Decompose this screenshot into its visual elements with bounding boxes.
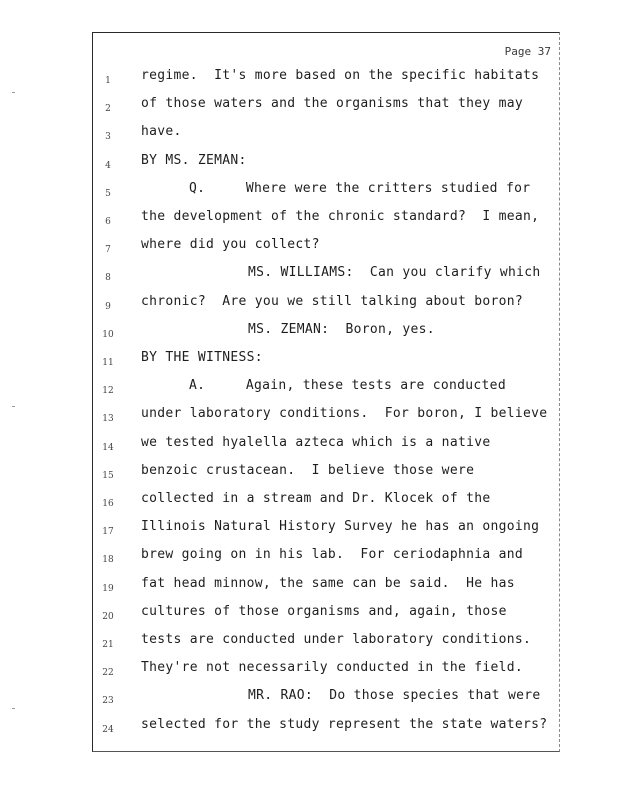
- line-number: 4: [105, 160, 111, 171]
- line-number: 23: [102, 696, 114, 707]
- line-number: 15: [102, 470, 114, 481]
- transcript-line: Q. Where were the critters studied for: [189, 180, 531, 196]
- transcript-line: benzoic crustacean. I believe those were: [141, 462, 475, 478]
- line-number: 8: [105, 273, 111, 284]
- scan-mark: [12, 92, 15, 93]
- line-number: 13: [102, 414, 114, 425]
- line-number: 21: [102, 640, 114, 650]
- transcript-line: Illinois Natural History Survey he has an ongoing: [141, 519, 540, 535]
- line-number: 16: [102, 499, 114, 509]
- transcript-line: They're not necessarily conducted in the field.: [141, 660, 523, 676]
- line-number: 12: [102, 386, 114, 397]
- transcript-line: fat head minnow, the same can be said. He has: [141, 575, 515, 591]
- line-number: 2: [105, 104, 111, 115]
- page-number: Page 37: [504, 45, 551, 58]
- transcript-line: cultures of those organisms and, again, those: [141, 603, 507, 619]
- transcript-line: MS. ZEMAN: Boron, yes.: [248, 321, 435, 337]
- scan-mark: [12, 708, 15, 709]
- line-number: 19: [102, 583, 114, 594]
- line-number: 1: [105, 76, 111, 86]
- line-number: 20: [102, 611, 114, 622]
- transcript-line: the development of the chronic standard? I mean,: [141, 209, 540, 224]
- transcript-line: MR. RAO: Do those species that were: [248, 688, 541, 704]
- line-number: 9: [105, 301, 111, 312]
- transcript-line: chronic? Are you we still talking about boron?: [141, 293, 523, 309]
- transcript-line: A. Again, these tests are conducted: [189, 378, 506, 394]
- transcript-line: where did you collect?: [141, 237, 320, 253]
- transcript-line: BY MS. ZEMAN:: [141, 152, 247, 168]
- line-number: 22: [102, 668, 114, 679]
- line-number: 11: [102, 358, 114, 368]
- line-number: 24: [102, 724, 114, 735]
- line-number: 6: [105, 217, 111, 227]
- line-number: 7: [105, 245, 111, 256]
- line-number: 17: [102, 527, 114, 538]
- line-number: 18: [102, 555, 114, 566]
- transcript-line: have.: [141, 124, 182, 140]
- transcript-line: selected for the study represent the state waters?: [141, 716, 548, 732]
- transcript-line: regime. It's more based on the specific habitats: [141, 68, 540, 83]
- scan-mark: [12, 406, 15, 407]
- line-number: 10: [102, 329, 114, 340]
- transcript-line: tests are conducted under laboratory conditions.: [141, 632, 532, 647]
- transcript-line: collected in a stream and Dr. Klocek of the: [141, 491, 491, 506]
- transcript-line: under laboratory conditions. For boron, I believe: [141, 406, 548, 422]
- line-number: 3: [105, 132, 111, 143]
- transcript-line: brew going on in his lab. For ceriodaphnia and: [141, 547, 523, 563]
- transcript-line: BY THE WITNESS:: [141, 350, 263, 365]
- transcript-line: of those waters and the organisms that they may: [141, 96, 523, 112]
- line-number: 14: [102, 442, 114, 453]
- line-number: 5: [105, 188, 111, 199]
- transcript-line: MS. WILLIAMS: Can you clarify which: [248, 265, 541, 281]
- transcript-line: we tested hyalella azteca which is a native: [141, 434, 491, 450]
